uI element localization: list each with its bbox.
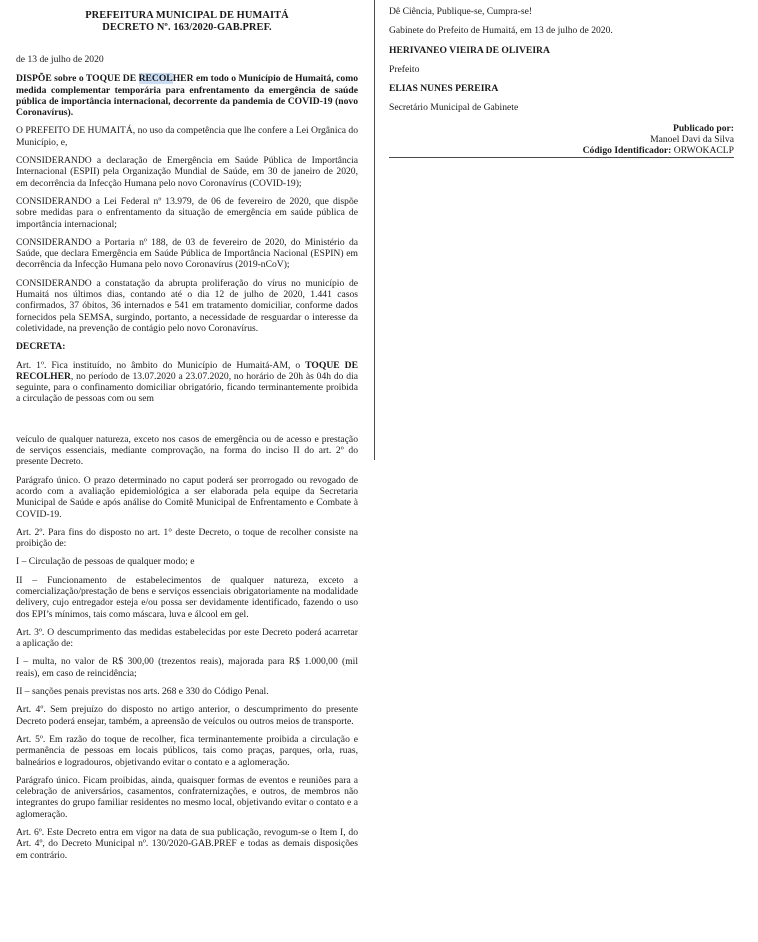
- article-2-inciso-1: I – Circulação de pessoas de qualquer modo; e: [16, 556, 195, 568]
- column-divider: [374, 0, 375, 460]
- publisher-name: Manoel Davi da Silva: [650, 133, 734, 145]
- signatory-role-1: Prefeito: [389, 63, 420, 75]
- ementa-part-1: DISPÕE sobre o TOQUE DE: [16, 73, 139, 85]
- article-1-part-1: Art. 1º. Fica instituído, no âmbito do Município de Humaitá-AM, o: [16, 359, 306, 371]
- article-1-continuation: veículo de qualquer natureza, exceto nos casos de emergência ou de acesso e prestação de serviços essenciais, mediante comprovação, na forma do inciso II do art. 2º do presente Decreto.: [16, 433, 358, 468]
- article-2: Art. 2º. Para fins do disposto no art. 1° deste Decreto, o toque de recolher consiste na proibição de:: [16, 526, 358, 550]
- closing-line: Dê Ciência, Publique-se, Cumpra-se!: [389, 6, 533, 17]
- paragraph-unico-1: Parágrafo único. O prazo determinado no caput poderá ser prorrogado ou revogado de acordo com a avaliação epidemiológica a ser elaborada pela equipe da Secretaria Municipal de Saúde e após análise do Comitê Municipal de Enfrentamento e Combate à COVID-19.: [16, 474, 358, 520]
- article-1-part-2: , no período de 13.07.2020 a 23.07.2020, no horário de 20h às 04h do dia seguinte, para o confinamento domiciliar obrigatório, ficando terminantemente proibida a circulação de pessoas com ou sem: [16, 370, 358, 405]
- article-3: Art. 3º. O descumprimento das medidas estabelecidas por este Decreto poderá acarretar a aplicação de:: [16, 626, 358, 650]
- preamble-paragraph: O PREFEITO DE HUMAITÁ, no uso da competência que lhe confere a Lei Orgânica do Município, e,: [16, 125, 358, 148]
- paragraph-unico-2: Parágrafo único. Ficam proibidas, ainda, quaisquer formas de eventos e reuniões para a celebração de aniversários, casamentos, confraternizações, e outros, de membros não integrantes do grupo familiar residentes no mesmo local, objetivando evitar o contato e a aglomeração.: [16, 774, 358, 820]
- article-4: Art. 4º. Sem prejuízo do disposto no artigo anterior, o descumprimento do presente Decreto poderá ensejar, também, a apreensão de veículos ou outros meios de transporte.: [16, 704, 358, 727]
- decree-date: de 13 de julho de 2020: [16, 54, 104, 65]
- considerando-1: CONSIDERANDO a declaração de Emergência em Saúde Pública de Importância Internacional (ESPII) pela Organização Mundial de Saúde, em 30 de janeiro de 2020, em decorrência da Infecção Humana pelo novo Coronavírus (COVID-19);: [16, 155, 358, 189]
- article-5: Art. 5º. Em razão do toque de recolher, fica terminantemente proibida a circulação e permanência de pessoas em locais públicos, tais como praças, parques, orla, ruas, balneários e logradouros, objetivando evitar o contato e a aglomeração.: [16, 733, 358, 768]
- decree-right-column: [389, 6, 734, 156]
- considerando-2: CONSIDERANDO a Lei Federal nº 13.979, de 06 de fevereiro de 2020, que dispõe sobre medidas para o enfrentamento da situação de emergência em saúde pública de importância internacional;: [16, 195, 358, 230]
- decree-ementa: [16, 73, 358, 118]
- ementa-highlight: RECOL: [138, 73, 173, 85]
- considerando-4: CONSIDERANDO a constatação da abrupta proliferação do vírus no município de Humaitá nos últimos dias, contando até o dia 12 de julho de 2020, 1.441 casos confirmados, 37 óbitos, 36 internados e 541 em tratamento domiciliar, conforme dados fornecidos pela SEMSA, surgindo, portanto, a necessidade de resguardar o interesse da coletividade, na prevenção de contágio pelo novo Coronavírus.: [16, 277, 358, 334]
- article-3-inciso-2: II – sanções penais previstas nos arts. 268 e 330 do Código Penal.: [16, 686, 269, 698]
- published-by-label: Publicado por:: [672, 122, 734, 134]
- signatory-name-2: ELIAS NUNES PEREIRA: [389, 83, 499, 95]
- identifier-value: ORWOKACLP: [673, 144, 734, 156]
- article-1: [16, 360, 358, 405]
- identifier-label: Código Identificador:: [582, 144, 672, 156]
- ementa-part-2: HER em todo o Município de Humaitá, como medida complementar temporária para enfrentamento da emergência de saúde pública de importância internacional, decorrente da pandemia de COVID-19 (novo Coronavírus).: [16, 73, 358, 119]
- title-line-2: DECRETO Nº. 163/2020-GAB.PREF.: [102, 22, 272, 33]
- decreta-heading: DECRETA:: [16, 341, 66, 353]
- considerando-3: CONSIDERANDO a Portaria nº 188, de 03 de fevereiro de 2020, do Ministério da Saúde, que declara Emergência em Saúde Pública de Importância Nacional (ESPIN) em decorrência da Infecção Humana pelo novo Coronavírus (2019-nCoV);: [16, 236, 358, 271]
- publication-divider: [389, 157, 734, 158]
- publication-info: [389, 123, 734, 156]
- signatory-role-2: Secretário Municipal de Gabinete: [389, 102, 519, 114]
- article-6: Art. 6º. Este Decreto entra em vigor na data de sua publicação, revogum-se o Item I, do Art. 4º, do Decreto Municipal nº. 130/2020-GAB.PREF e todas as demais disposições em contrário.: [16, 827, 358, 861]
- signatory-name-1: HERIVANEO VIEIRA DE OLIVEIRA: [389, 44, 550, 56]
- article-1-bold: TOQUE DE RECOLHER: [16, 359, 359, 382]
- decree-left-column: [16, 10, 358, 868]
- decree-title: [16, 10, 358, 34]
- identifier-code: [389, 145, 734, 156]
- office-date-line: Gabinete do Prefeito de Humaitá, em 13 de julho de 2020.: [389, 25, 613, 37]
- article-2-inciso-2: II – Funcionamento de estabelecimentos de qualquer natureza, exceto a comercialização/prestação de bens e serviços essenciais obrigatoriamente na modalidade delivery, cujo entregador esteja e/ou possa ser devidamente identificado, fazendo o uso dos EPI’s mínimos, tais como máscara, luva e álcool em gel.: [16, 574, 358, 620]
- article-3-inciso-1: I – multa, no valor de R$ 300,00 (trezentos reais), majorada para R$ 1.000,00 (mil reais), em caso de reincidência;: [16, 656, 358, 679]
- title-line-1: PREFEITURA MUNICIPAL DE HUMAITÁ: [85, 10, 289, 21]
